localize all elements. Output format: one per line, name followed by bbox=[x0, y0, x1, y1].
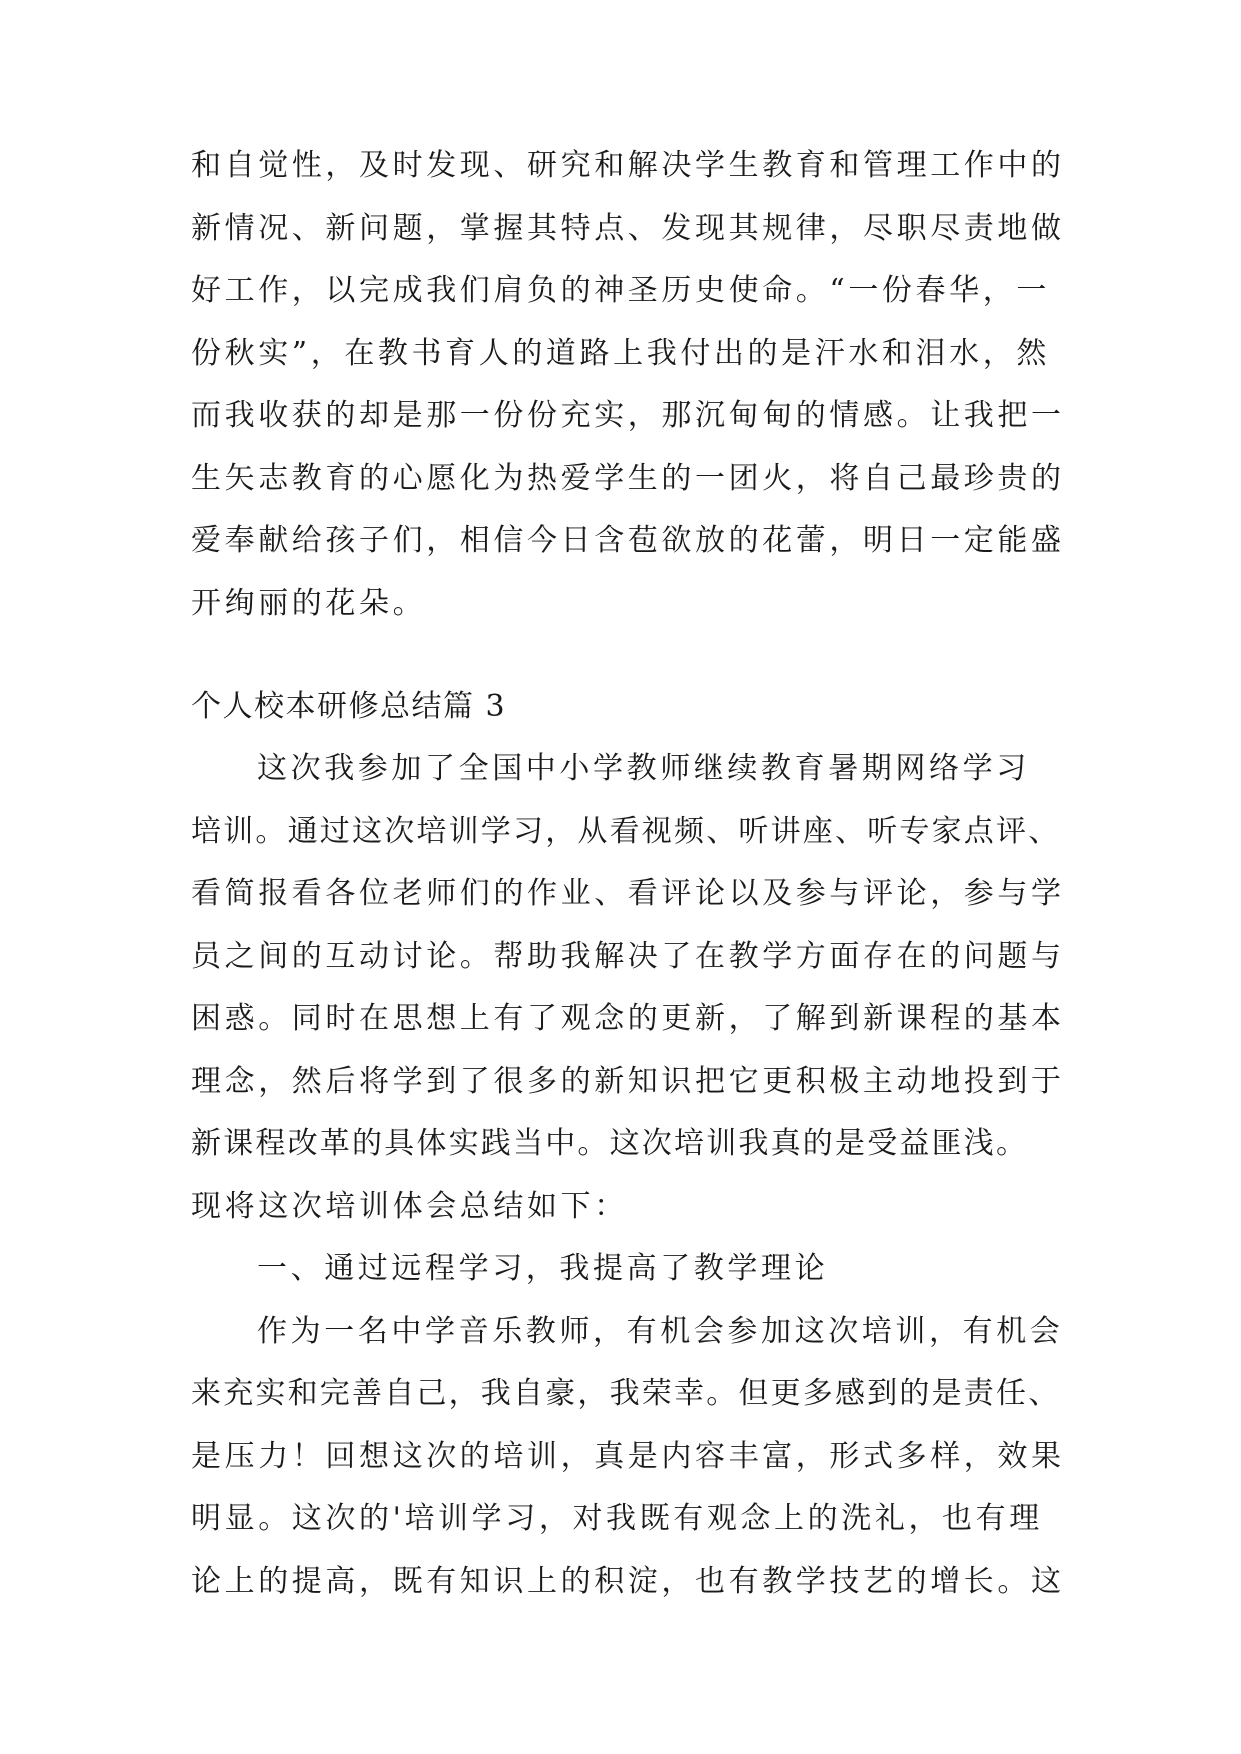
text-line: 论上的提高，既有知识上的积淀，也有教学技艺的增长。这 bbox=[191, 1563, 1065, 1599]
text-line: 困惑。同时在思想上有了观念的更新，了解到新课程的基本 bbox=[191, 1001, 1065, 1036]
text-line: 看简报看各位老师们的作业、看评论以及参与评论，参与学 bbox=[191, 876, 1065, 911]
text-line: 作为一名中学音乐教师，有机会参加这次培训，有机会 bbox=[257, 1313, 1064, 1349]
text-line: 员之间的互动讨论。帮助我解决了在教学方面存在的问题与 bbox=[191, 938, 1065, 974]
text-line: 现将这次培训体会总结如下： bbox=[191, 1188, 628, 1224]
text-line: 生矢志教育的心愿化为热爱学生的一团火，将自己最珍贵的 bbox=[191, 460, 1065, 496]
text-line: 新情况、新问题，掌握其特点、发现其规律，尽职尽责地做 bbox=[191, 210, 1065, 246]
text-line: 明显。这次的'培训学习，对我既有观念上的洗礼，也有理 bbox=[191, 1501, 1043, 1536]
paragraph-intro bbox=[191, 738, 1065, 1613]
text-line: 新课程改革的具体实践当中。这次培训我真的是受益匪浅。 bbox=[191, 1126, 1029, 1161]
text-line: 爱奉献给孩子们，相信今日含苞欲放的花蕾，明日一定能盛 bbox=[191, 523, 1065, 558]
text-line: 和自觉性，及时发现、研究和解决学生教育和管理工作中的 bbox=[191, 148, 1065, 183]
subheading: 一、通过远程学习，我提高了教学理论 bbox=[257, 1251, 829, 1286]
text-line: 好工作，以完成我们肩负的神圣历史使命。“一份春华，一 bbox=[191, 273, 1050, 308]
text-line: 培训。通过这次培训学习，从看视频、听讲座、听专家点评、 bbox=[191, 813, 1061, 849]
section-heading: 个人校本研修总结篇 3 bbox=[191, 689, 507, 724]
paragraph-previous bbox=[191, 135, 1065, 635]
text-line: 开绚丽的花朵。 bbox=[191, 585, 427, 621]
text-line: 来充实和完善自己，我自豪，我荣幸。但更多感到的是责任、 bbox=[191, 1376, 1061, 1411]
text-line: 而我收获的却是那一份份充实，那沉甸甸的情感。让我把一 bbox=[191, 398, 1065, 433]
text-line: 份秋实”，在教书育人的道路上我付出的是汗水和泪水，然 bbox=[191, 335, 1050, 371]
text-line: 这次我参加了全国中小学教师继续教育暑期网络学习 bbox=[257, 751, 1030, 786]
text-line: 是压力！回想这次的培训，真是内容丰富，形式多样，效果 bbox=[191, 1438, 1065, 1474]
text-line: 理念，然后将学到了很多的新知识把它更积极主动地投到于 bbox=[191, 1063, 1065, 1099]
